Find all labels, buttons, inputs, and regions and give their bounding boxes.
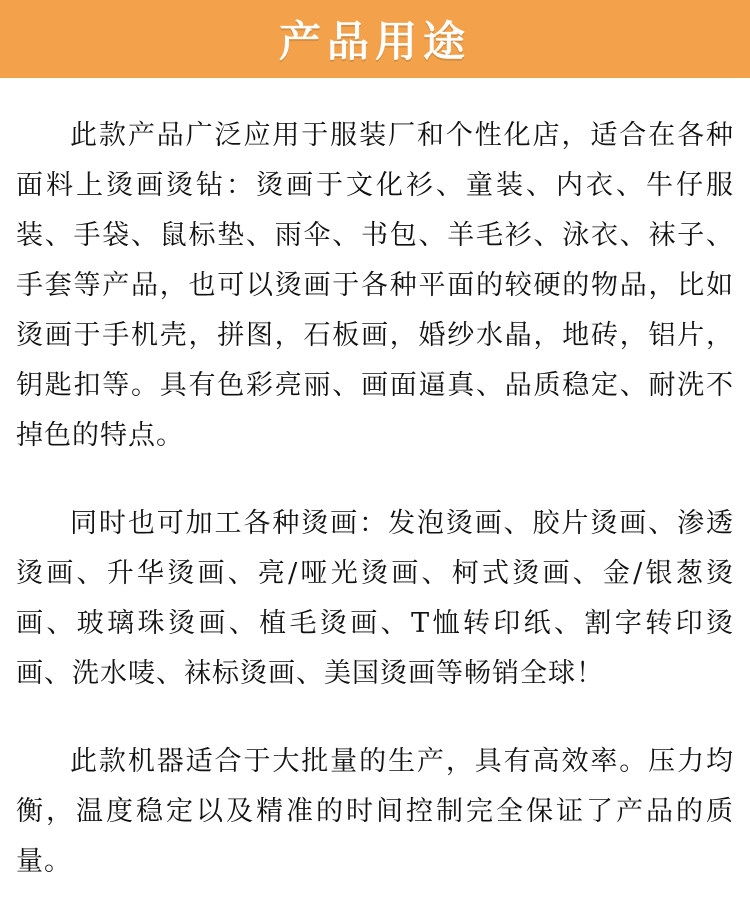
header-banner xyxy=(0,0,750,78)
main-content xyxy=(0,78,750,887)
machine-paragraph: 此款机器适合于大批量的生产，具有高效率。压力均衡，温度稳定以及精准的时间控制完全保证了产品的质量。 xyxy=(16,746,734,877)
usage-paragraph: 此款产品广泛应用于服装厂和个性化店，适合在各种面料上烫画烫钻：烫画于文化衫、童装、内衣、牛仔服装、手袋、鼠标垫、雨伞、书包、羊毛衫、泳衣、袜子、手套等产品，也可以烫画于各种平面的较硬的物品，比如烫画于手机壳，拼图，石板画，婚纱水晶，地砖，铝片，钥匙扣等。具有色彩亮丽、画面逼真、品质稳定、耐洗不掉色的特点。 xyxy=(16,120,734,451)
processing-paragraph: 同时也可加工各种烫画：发泡烫画、胶片烫画、渗透烫画、升华烫画、亮/哑光烫画、柯式烫画、金/银葱烫画、玻璃珠烫画、植毛烫画、T恤转印纸、割字转印烫画、洗水唛、袜标烫画、美国烫画等畅销全球！ xyxy=(16,508,734,689)
page-title: 产品用途 xyxy=(278,17,471,66)
